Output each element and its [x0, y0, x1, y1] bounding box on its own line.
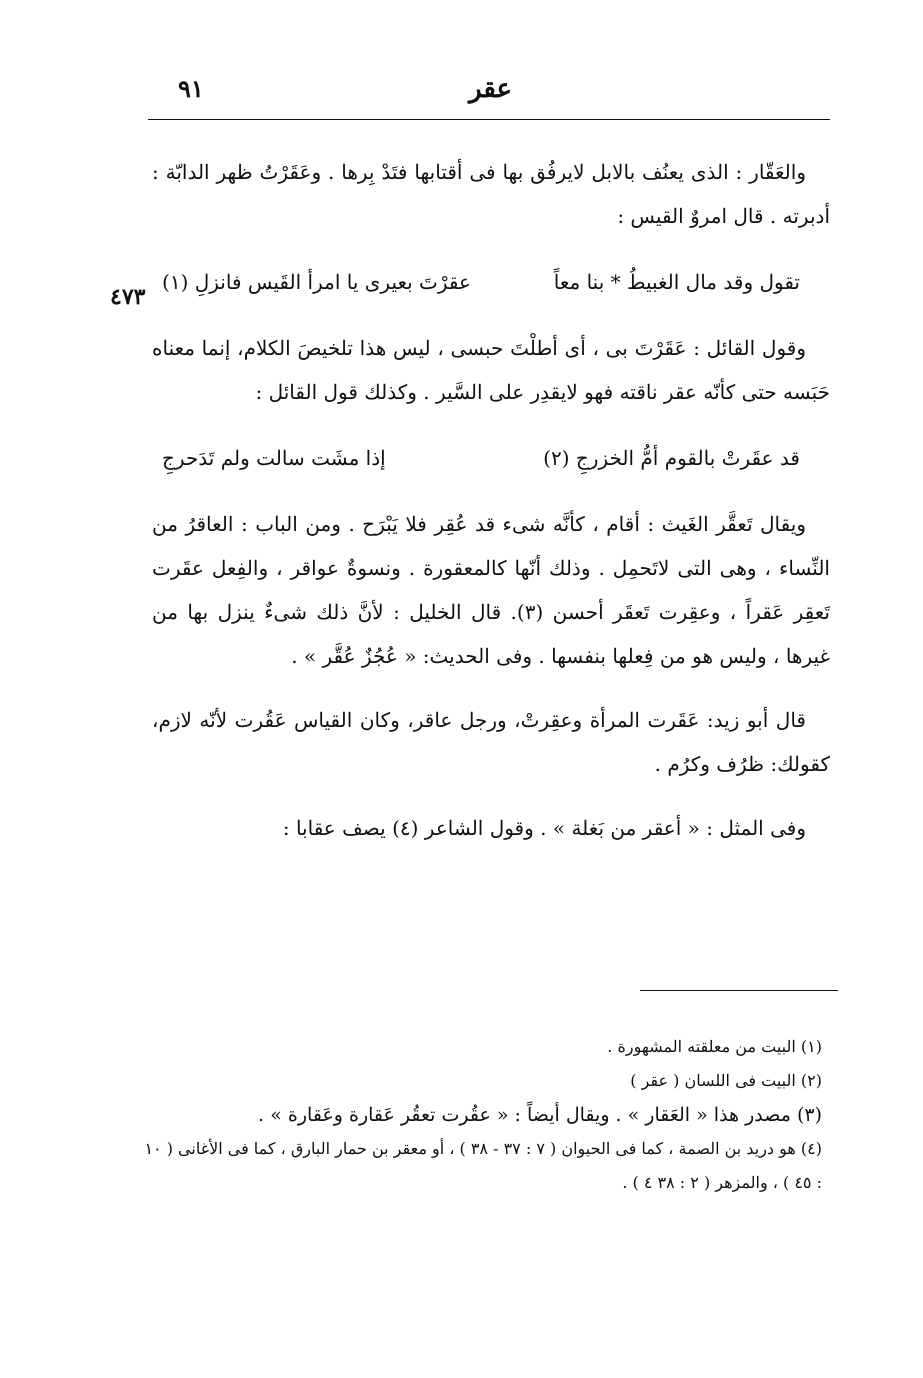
footnote-4: (٤) هو دريد بن الصمة ، كما فى الحيوان ( ٧ : ٣٧ - ٣٨ ) ، أو معقر بن حمار البارق ، كما فى الأغانى ( ١٠ : ٤٥ ) ، والمزهر ( ٢ : ٣٨ ٤ ) . — [144, 1139, 822, 1192]
running-title: عقر — [468, 74, 512, 104]
paragraph-3: ويقال تَعقَّر الغَيث : أقام ، كأنَّه شىء قد عُقِر فلا يَبْرَح . ومن الباب : العاقرُ من النِّساء ، وهى التى لاتَحمِل . وذلك أنّها كالمعقورة . ونسوةٌ عواقر ، والفِعل عقَرت تَعقِر عَقراً ، وعقِرت تَعقَر أحسن (٣). قال الخليل : لأنَّ ذلك شىءٌ ينزل بها من غيرها ، وليس هو من فِعلها بنفسها . وفى الحديث: « عُجُزٌ عُقَّر » . — [152, 512, 830, 668]
verse-2-left-hemistich: إذا مشَت سالت ولم تَدَحرجِ — [162, 446, 386, 470]
footnote-rule — [640, 990, 838, 991]
verse-2-right-hemistich: قد عقَرتْ بالقوم أمُّ الخزرجِ (٢) — [543, 446, 800, 470]
verse-2 — [152, 436, 830, 480]
footnote-1: (١) البيت من معلقته المشهورة . — [607, 1037, 822, 1056]
paragraph-1: والعَقّار : الذى يعنُف بالابل لايرفُق بها فى أقتابها فتَدْ بِرها . وعَقَرْتُ ظهر الدابّة : أدبرته . قال امروٌ القيس : — [152, 160, 830, 228]
paragraph-4: قال أبو زيد: عَقَرت المرأة وعقِرتْ، ورجل عاقر، وكان القياس عَقُرت لأنّه لازم، كقولك: ظرُف وكرُم . — [152, 708, 830, 776]
paragraph-5: وفى المثل : « أعقر من بَغلة » . وقول الشاعر (٤) يصف عقابا : — [282, 816, 806, 840]
header-rule — [148, 119, 830, 120]
footnote-2: (٢) البيت فى اللسان ( عقر ) — [630, 1071, 822, 1090]
verse-1 — [152, 260, 830, 304]
footnote-3: (٣) مصدر هذا « العَقار » . ويقال أيضاً : « عقُرت تعقُر عَقارة وعَقارة » . — [258, 1104, 822, 1126]
page-header — [148, 70, 830, 118]
verse-1-left-hemistich: عقرْتَ بعيرى يا امرأ القَيس فانزلِ (١) — [162, 270, 471, 294]
verse-1-right-hemistich: تقول وقد مال الغبيطُ * بنا معاً — [553, 270, 800, 294]
main-text — [152, 150, 830, 850]
page-number: ٩١ — [178, 74, 204, 103]
footnotes — [142, 1030, 822, 1200]
paragraph-2: وقول القائل : عَقَرْتَ بى ، أى أطلْتَ حبسى ، ليس هذا تلخيصَ الكلام، إنما معناه حَبَسه حتى كأنّه عقر ناقته فهو لايقدِر على السَّير . وكذلك قول القائل : — [152, 336, 830, 404]
verse-number: ٤٧٣ — [110, 284, 146, 310]
